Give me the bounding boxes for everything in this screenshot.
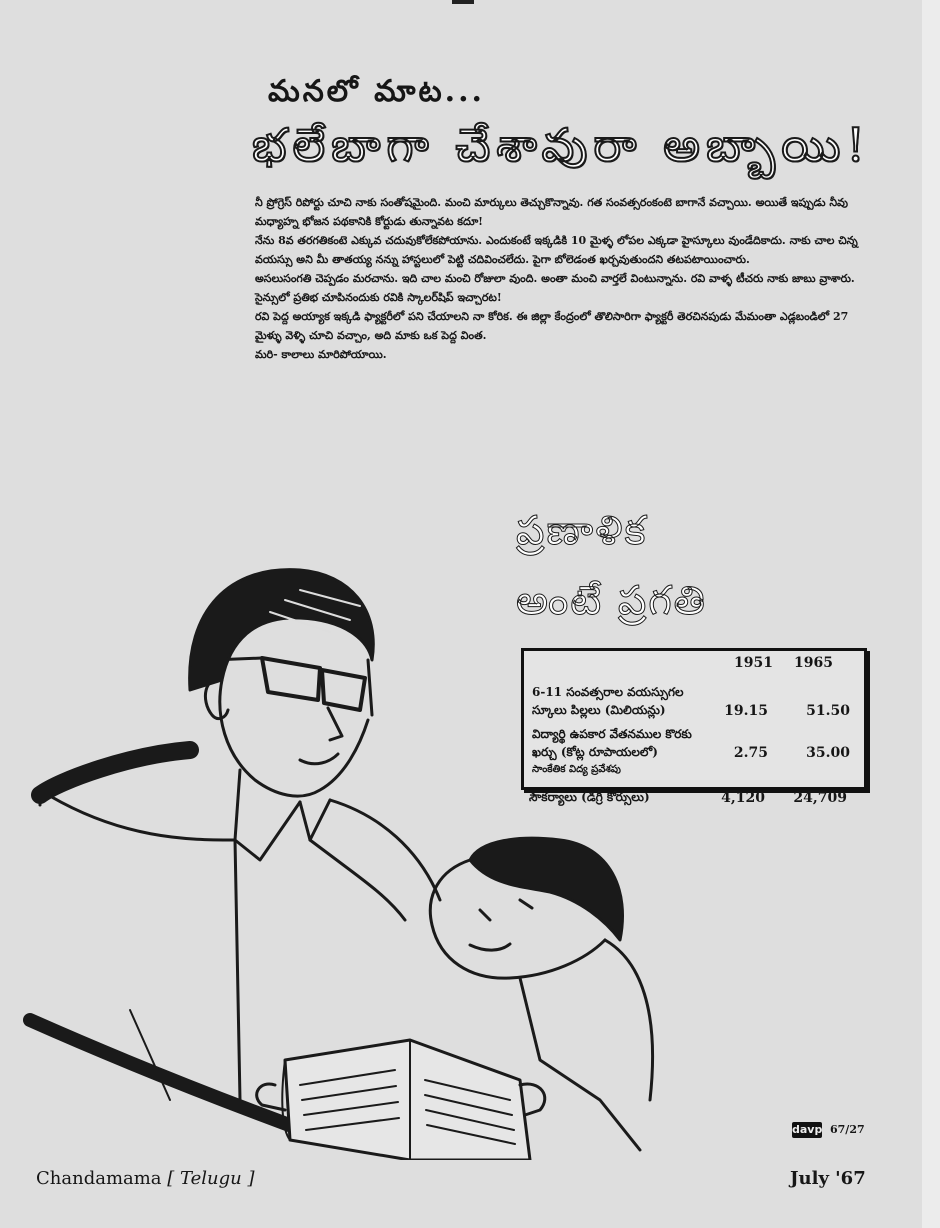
year-header-1951: 1951 (734, 655, 773, 671)
letter-paragraph: రవి పెద్ద అయ్యాక ఇక్కడి ఫ్యాక్టరీలో పని చేయాలని నా కోరిక. ఈ జిల్లా కేంద్రంలో తొలిసారిగా ఫ్యాక్టరీ తెరచినపుడు మేమంతా ఎడ్లబండిలో 27 మైళ్ళు వెళ్ళి చూచి వచ్చాం, అది మాకు ఒక పెద్ద వింత. (255, 310, 849, 342)
footer-magazine (36, 1168, 255, 1189)
value-1965: 51.50 (806, 703, 850, 719)
row-label-part: 6-11 సంవత్సరాల వయస్సుగల (532, 685, 684, 699)
statistics-table (521, 648, 867, 790)
slogan-line-1: ప్రణాళిక (516, 508, 648, 554)
letter-paragraph: మరి- కాలాలు మారిపోయాయి. (255, 348, 387, 361)
ad-code: 67/27 (830, 1123, 865, 1136)
issue-date: July '67 (790, 1168, 866, 1189)
magazine-name: Chandamama (36, 1168, 162, 1189)
page-edge (922, 0, 940, 1228)
value-1951: 19.15 (724, 703, 768, 719)
letter-paragraph: నేను 8వ తరగతికంటె ఎక్కువ చదువుకోలేకపోయాను. ఎందుకంటే ఇక్కడికి 10 మైళ్ళ లోపల ఎక్కడా హైస్కూలు వుండేదికాదు. నాకు చాల చిన్న వయస్సు అని మీ తాతయ్య నన్ను హాస్టలులో పెట్టి చదివించలేదు. పైగా బోలెడంత ఖర్చవుతుందని తటపటాయించారు. (255, 234, 858, 266)
row-label: ఖర్చు (కోట్ల రూపాయలలో) (532, 745, 658, 759)
column-subtitle: మనలో మాట... (268, 74, 485, 109)
value-1951: 2.75 (733, 745, 768, 761)
row-label-part: సాంకేతిక విద్య ప్రవేశపు (532, 764, 621, 775)
value-1951: 4,120 (721, 790, 765, 806)
headline: భలేబాగా చేశావురా అబ్బాయి! (252, 118, 871, 172)
davp-logo: davp (792, 1123, 823, 1136)
row-label-part: విద్యార్థి ఉపకార వేతనముల కొరకు (532, 727, 692, 741)
slogan-line-2: అంటే ప్రగతి (516, 578, 707, 624)
row-label: సౌకర్యాలు (డిగ్రీ కోర్సులు) (529, 790, 650, 804)
row-label: స్కూలు పిల్లలు (మిలియన్లు) (532, 703, 666, 717)
value-1965: 35.00 (806, 745, 850, 761)
year-header-1965: 1965 (794, 655, 833, 671)
edition-label: [ Telugu ] (167, 1168, 255, 1189)
letter-paragraph: అసలుసంగతి చెప్పడం మరచాను. ఇది చాల మంచి రోజులా వుంది. అంతా మంచి వార్తలే వింటున్నాను. రవి వాళ్ళ టీచరు నాకు జాబు వ్రాశారు. సైన్సులో ప్రతిభ చూపినందుకు రవికి స్కాలర్‌షిప్ ఇచ్చారట! (255, 272, 855, 304)
letter-body (255, 194, 867, 366)
print-mark (452, 0, 474, 4)
letter-paragraph: నీ ప్రోగ్రెస్ రిపోర్టు చూచి నాకు సంతోషమైంది. మంచి మార్కులు తెచ్చుకొన్నావు. గత సంవత్సరంకంటె బాగానే వచ్చాయి. అయితే ఇప్పుడు నీవు మధ్యాహ్న భోజన పథకానికి కోర్టుడు తున్నావట కదూ! (255, 196, 849, 228)
value-1965: 24,709 (793, 790, 847, 806)
